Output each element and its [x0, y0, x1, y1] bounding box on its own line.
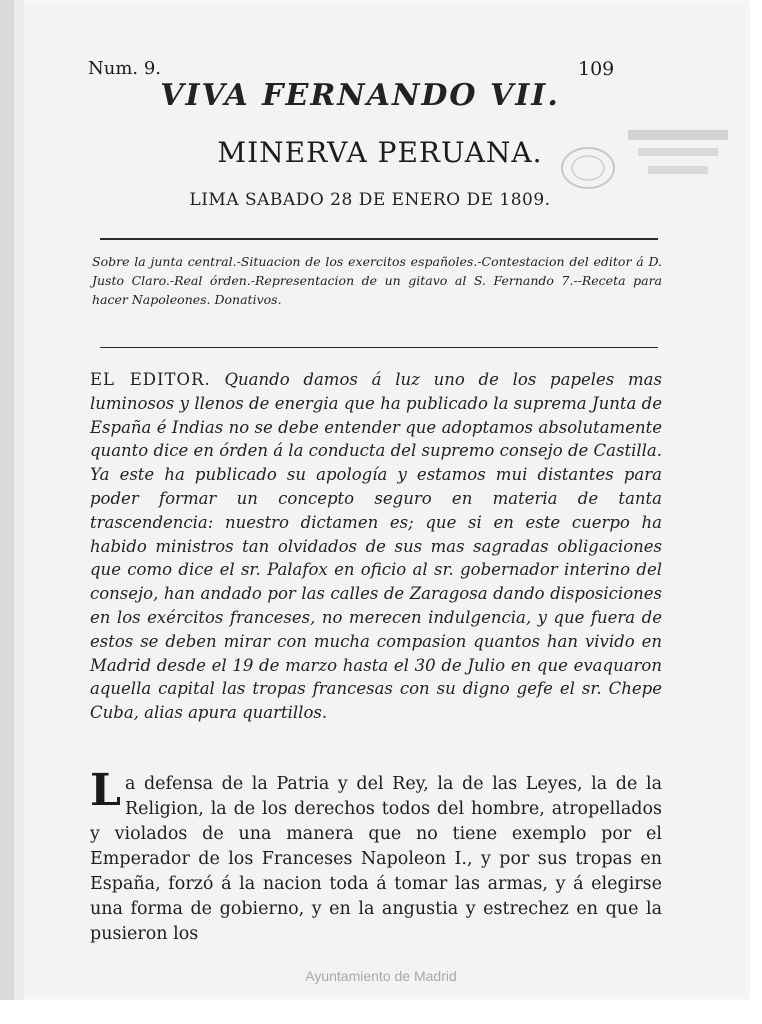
page-edge [14, 0, 24, 1024]
editor-note-text: Quando damos á luz uno de los papeles mas luminosos y llenos de energia que ha publicado la suprema Junta de España é Indias no se debe entender que adoptamos absolutamente quanto dice en órden á la conducta del supremo consejo de Castilla. Ya este ha publicado su apología y estamos mui distantes para poder formar un concepto seguro en materia de tanta trascendencia: nuestro dictamen es; que si en este cuerpo ha habido ministros tan olvidados de sus mas sagradas obligaciones que como dice el sr. Palafox en oficio al sr. gobernador interino del consejo, han andado por las calles de Zaragosa dando disposiciones en los exércitos franceses, no merecen indulgencia, y que fuera de estos se deben mirar con mucha compasion quantos han vivido en Madrid desde el 19 de marzo hasta el 30 de Julio en que evaquaron aquella capital las tropas francesas con su digno gefe el sr. Chepe Cuba, alias apura quartillos. [90, 370, 662, 723]
archive-watermark: Ayuntamiento de Madrid [305, 968, 457, 984]
page-number: 109 [578, 58, 615, 80]
article-body [90, 765, 662, 947]
issue-number: Num. 9. [88, 58, 162, 79]
dateline: LIMA SABADO 28 DE ENERO DE 1809. [189, 190, 551, 210]
scan-margin-right [750, 0, 762, 1024]
drop-cap: L [90, 765, 121, 816]
editor-note [90, 368, 662, 725]
scan-margin-bottom [0, 1000, 762, 1024]
newspaper-title: MINERVA PERUANA. [217, 136, 543, 169]
divider-rule-top [100, 238, 658, 240]
motto-heading: VIVA FERNANDO VII. [160, 78, 560, 113]
editor-note-lead: EL EDITOR. [90, 370, 211, 389]
contents-summary: Sobre la junta central.-Situacion de los exercitos españoles.-Contestacion del editor á D. Justo Claro.-Real órden.-Representacion de un gitavo al S. Fernando 7.--Receta para hacer Napoleones. Donativos. [92, 254, 662, 307]
article-body-text: a defensa de la Patria y del Rey, la de las Leyes, la de la Religion, la de los derechos todos del hombre, atropellados y violados de una manera que no tiene exemplo por el Emperador de los Franceses Napoleon I., y por sus tropas en España, forzó á la nacion toda á tomar las armas, y á elegirse una forma de gobierno, y en la angustia y estrechez en que la pusieron los [90, 774, 662, 944]
book-spine-shadow [0, 0, 14, 1024]
divider-rule-bottom [100, 347, 658, 348]
